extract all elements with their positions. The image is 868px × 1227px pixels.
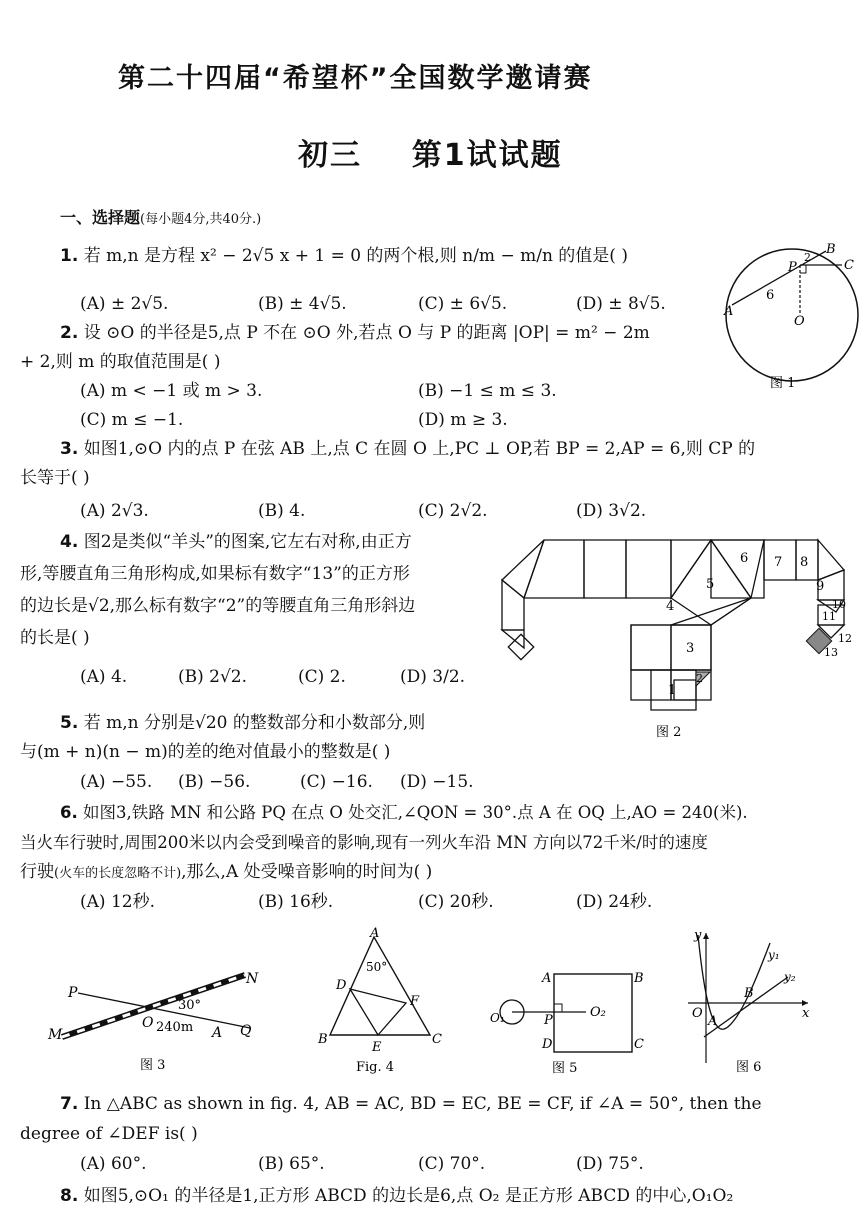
q7-line1 [60, 1094, 762, 1114]
q5-line1 [60, 713, 425, 733]
fig2-label-1: 1 [668, 683, 677, 698]
q5-option-d: (D) −15. [400, 772, 474, 792]
fig1-label-6: 6 [766, 288, 775, 303]
q4-line1 [60, 532, 412, 552]
q4-number: 4. [60, 532, 79, 552]
fig3-label-n: N [246, 971, 259, 987]
figure-2 [496, 530, 856, 745]
q4-line4: 的长是( ) [20, 628, 90, 648]
fig6-label-a: A [708, 1014, 718, 1029]
fig3-label-m: M [48, 1027, 63, 1043]
section-note: (每小题4分,共40分.) [140, 212, 262, 227]
q1-stem [60, 246, 628, 266]
q5-option-a: (A) −55. [80, 772, 153, 792]
q2-line2: + 2,则 m 的取值范围是( ) [20, 352, 221, 372]
q1-option-c: (C) ± 6√5. [418, 294, 508, 314]
fig2-label-2: 2 [696, 672, 703, 685]
fig2-label-6: 6 [740, 551, 749, 566]
q4-option-a: (A) 4. [80, 667, 128, 687]
q6-line3 [20, 862, 432, 884]
fig3-caption: 图 3 [140, 1058, 166, 1073]
fig1-chord-ab [732, 251, 826, 305]
q3-number: 3. [60, 439, 79, 459]
fig5-label-p: P [544, 1013, 553, 1028]
fig4-label-angle: 50° [366, 960, 388, 974]
fig2-label-3: 3 [686, 641, 695, 656]
fig2-label-4: 4 [666, 599, 675, 614]
q1-option-a: (A) ± 2√5. [80, 294, 169, 314]
q5-number: 5. [60, 713, 79, 733]
q2-option-d: (D) m ≥ 3. [418, 410, 508, 430]
q2-line1 [60, 323, 650, 343]
fig4-label-a: A [370, 926, 380, 941]
q6-line3-note: (火车的长度忽略不计) [54, 866, 182, 881]
fig3-label-q: Q [240, 1023, 252, 1039]
q5-line2: 与(m + n)(n − m)的差的绝对值最小的整数是( ) [20, 742, 391, 762]
fig6-caption: 图 6 [736, 1060, 762, 1075]
q6-option-d: (D) 24秒. [576, 892, 653, 912]
q1-number: 1. [60, 246, 79, 266]
q4-option-b: (B) 2√2. [178, 667, 248, 687]
fig1-label-2: 2 [804, 251, 811, 264]
q2-number: 2. [60, 323, 79, 343]
q2-option-b: (B) −1 ≤ m ≤ 3. [418, 381, 557, 401]
fig4-label-e: E [372, 1040, 382, 1055]
section-heading [60, 205, 261, 228]
fig2-label-5: 5 [706, 577, 715, 592]
section-label: 一、选择题 [60, 208, 141, 227]
fig4-triangle-def [350, 989, 406, 1035]
fig3-label-p: P [68, 985, 78, 1001]
q6-option-a: (A) 12秒. [80, 892, 155, 912]
fig4-label-b: B [318, 1032, 328, 1047]
fig2-label-10: 10 [832, 598, 846, 611]
q5-option-c: (C) −16. [300, 772, 373, 792]
q7-option-d: (D) 75°. [576, 1154, 644, 1174]
fig2-label-8: 8 [800, 555, 809, 570]
q6-number: 6. [60, 803, 78, 822]
fig3-label-distance: 240m [156, 1020, 194, 1035]
q6-text: 如图3,铁路 MN 和公路 PQ 在点 O 处交汇,∠QON = 30°.点 A 在 OQ 上,AO = 240(米). [83, 803, 748, 822]
q4-text: 图2是类似“羊头”的图案,它左右对称,由正方 [83, 532, 412, 552]
q6-option-c: (C) 20秒. [418, 892, 494, 912]
fig1-label-p: P [788, 260, 797, 275]
q1-option-b: (B) ± 4√5. [258, 294, 347, 314]
fig5-label-b: B [634, 971, 644, 986]
figure-1 [722, 235, 862, 400]
fig6-label-y: y [694, 928, 702, 943]
fig4-label-f: F [410, 994, 420, 1009]
q3-line1 [60, 439, 755, 459]
fig4-label-c: C [432, 1032, 442, 1047]
fig6-label-o: O [692, 1006, 703, 1021]
q4-option-d: (D) 3/2. [400, 667, 466, 687]
q8-line1 [60, 1186, 733, 1206]
fig4-label-d: D [336, 978, 347, 993]
q2-option-c: (C) m ≤ −1. [80, 410, 184, 430]
q2-option-a: (A) m < −1 或 m > 3. [80, 381, 263, 401]
fig2-left-top [524, 540, 584, 598]
q3-line2: 长等于( ) [20, 468, 90, 488]
fig3-label-a: A [212, 1025, 223, 1041]
q7-option-c: (C) 70°. [418, 1154, 486, 1174]
q3-option-b: (B) 4. [258, 501, 306, 521]
fig5-label-a: A [542, 971, 552, 986]
fig6-label-y1: y₁ [768, 948, 780, 962]
fig5-caption: 图 5 [552, 1061, 578, 1075]
fig1-label-c: C [844, 258, 854, 273]
q6-line1 [60, 803, 748, 823]
fig1-caption: 图 1 [770, 376, 796, 391]
figure-5 [486, 960, 646, 1075]
q7-text: In △ABC as shown in fig. 4, AB = AC, BD = EC, BE = CF, if ∠A = 50°, then the [83, 1094, 762, 1114]
fig1-right-angle [800, 265, 806, 273]
q7-line2: degree of ∠DEF is( ) [20, 1124, 198, 1144]
fig4-caption: Fig. 4 [356, 1060, 395, 1075]
fig2-label-11: 11 [822, 610, 836, 623]
fig1-label-b: B [826, 242, 836, 257]
fig1-label-o: O [794, 314, 805, 329]
q4-line3: 的边长是√2,那么标有数字“2”的等腰直角三角形斜边 [20, 596, 416, 616]
fig2-caption: 图 2 [656, 725, 682, 740]
q1-option-d: (D) ± 8√5. [576, 294, 666, 314]
q1-text: 若 m,n 是方程 x² − 2√5 x + 1 = 0 的两个根,则 n/m − m/n 的值是( ) [83, 246, 628, 266]
q6-line3-end: ,那么,A 处受噪音影响的时间为( ) [181, 862, 433, 882]
q6-line2: 当火车行驶时,周围200米以内会受到噪音的影响,现有一列火车沿 MN 方向以72千米/时的速度 [20, 833, 708, 852]
fig3-label-angle: 30° [178, 998, 202, 1013]
fig5-label-o1: O₁ [490, 1011, 505, 1025]
q4-line2: 形,等腰直角三角形构成,如果标有数字“13”的正方形 [20, 564, 410, 584]
q8-number: 8. [60, 1186, 79, 1206]
q4-option-c: (C) 2. [298, 667, 346, 687]
fig5-label-d: D [542, 1037, 553, 1052]
q8-text: 如图5,⊙O₁ 的半径是1,正方形 ABCD 的边长是6,点 O₂ 是正方形 ABCD 的中心,O₁O₂ [83, 1186, 734, 1206]
figure-4 [312, 925, 442, 1075]
fig1-label-a: A [724, 304, 734, 319]
q2-text: 设 ⊙O 的半径是5,点 P 不在 ⊙O 外,若点 O 与 P 的距离 |OP| = m² − 2m [83, 323, 650, 343]
q7-option-b: (B) 65°. [258, 1154, 325, 1174]
q6-option-b: (B) 16秒. [258, 892, 334, 912]
fig2-label-12: 12 [838, 632, 852, 645]
fig5-label-c: C [634, 1037, 644, 1052]
figure-3 [40, 955, 270, 1075]
fig5-label-o2: O₂ [590, 1005, 606, 1020]
fig6-label-y2: y₂ [784, 970, 796, 984]
fig6-label-x: x [802, 1006, 810, 1021]
fig3-label-o: O [142, 1015, 154, 1031]
q3-option-c: (C) 2√2. [418, 501, 488, 521]
fig2-label-13: 13 [824, 646, 838, 659]
q3-option-a: (A) 2√3. [80, 501, 149, 521]
q6-line3-start: 行驶 [20, 862, 54, 882]
fig2-label-7: 7 [774, 555, 783, 570]
q7-number: 7. [60, 1094, 79, 1114]
q5-text: 若 m,n 分别是√20 的整数部分和小数部分,则 [83, 713, 426, 733]
fig2-label-9: 9 [816, 579, 825, 594]
q3-text: 如图1,⊙O 内的点 P 在弦 AB 上,点 C 在圆 O 上,PC ⊥ OP,若 BP = 2,AP = 6,则 CP 的 [83, 439, 756, 459]
paper-subtitle: 初三 第1试试题 [298, 138, 563, 173]
contest-title: 第二十四届“希望杯”全国数学邀请赛 [118, 63, 593, 94]
figure-6 [684, 925, 814, 1075]
q5-option-b: (B) −56. [178, 772, 251, 792]
q3-option-d: (D) 3√2. [576, 501, 647, 521]
q7-option-a: (A) 60°. [80, 1154, 147, 1174]
fig6-label-b: B [744, 986, 754, 1001]
